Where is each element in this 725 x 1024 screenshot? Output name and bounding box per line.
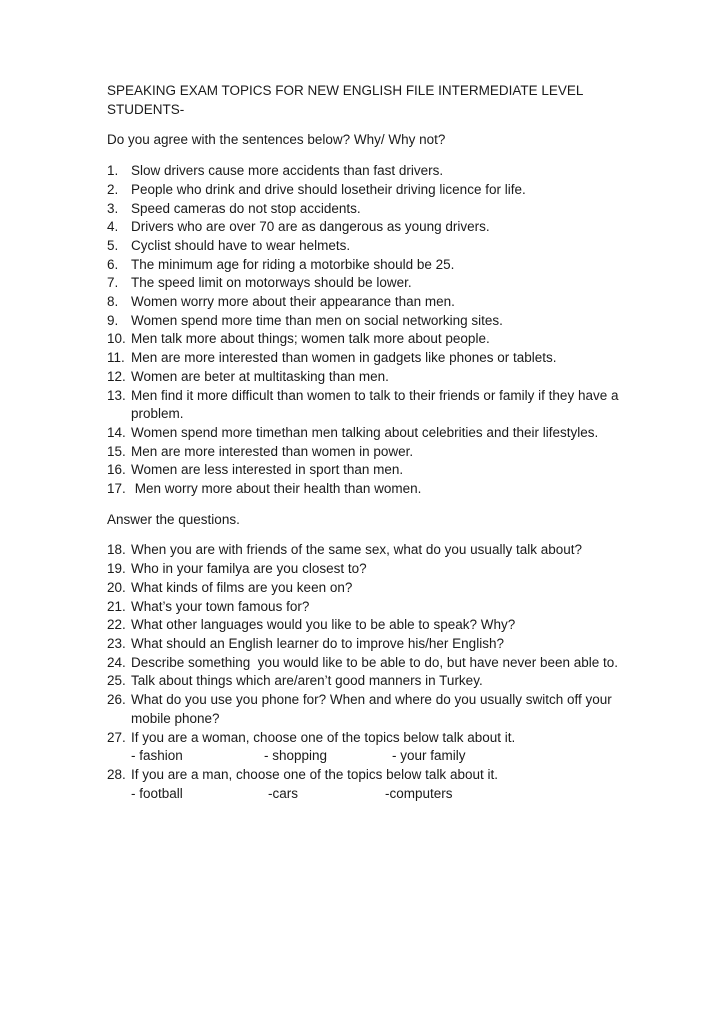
list-item-text: If you are a woman, choose one of the topics below talk about it. — [131, 729, 516, 745]
list-item-text: Men are more interested than women in gadgets like phones or tablets. — [131, 350, 557, 366]
list-item-number: 23. — [107, 635, 126, 651]
list-item-text: Talk about things which are/aren’t good manners in Turkey. — [131, 673, 483, 689]
list-item-text: Men find it more difficult than women to talk to their friends or family if they have a problem. — [131, 387, 623, 422]
list-item — [107, 579, 635, 598]
list-item-number: 22. — [107, 617, 126, 633]
list-item-text: Women worry more about their appearance than men. — [131, 294, 455, 310]
list-item — [107, 691, 635, 728]
topic-option: - shopping — [264, 748, 328, 764]
list-item — [107, 424, 635, 443]
list-item-text: When you are with friends of the same sex, what do you usually talk about? — [131, 542, 582, 558]
list-item-text: The minimum age for riding a motorbike should be 25. — [131, 256, 455, 272]
list-item — [107, 541, 635, 560]
list-item-text: Men talk more about things; women talk more about people. — [131, 331, 490, 347]
topic-option: - fashion — [131, 748, 183, 764]
list-item-number: 7. — [107, 275, 119, 291]
list-item-number: 2. — [107, 181, 119, 197]
list-item-text: Describe something you would like to be able to do, but have never been able to. — [131, 654, 619, 670]
list-item-number: 21. — [107, 598, 126, 614]
list-item-text: What other languages would you like to be able to speak? Why? — [131, 617, 516, 633]
topic-options-row-woman — [131, 747, 635, 766]
list-item-number: 9. — [107, 312, 119, 328]
list-item — [107, 654, 635, 673]
list-item-number: 12. — [107, 368, 126, 384]
list-item — [107, 293, 635, 312]
list-item-text: Men worry more about their health than women. — [131, 481, 422, 497]
list-item-text: People who drink and drive should losetheir driving licence for life. — [131, 181, 526, 197]
list-item — [107, 330, 635, 349]
list-item-number: 6. — [107, 256, 119, 272]
topic-option: -cars — [268, 785, 298, 801]
agree-statements-list — [107, 162, 635, 499]
list-item-text: Slow drivers cause more accidents than fast drivers. — [131, 163, 444, 179]
list-item — [107, 672, 635, 691]
list-item-text: Speed cameras do not stop accidents. — [131, 200, 361, 216]
list-item-number: 13. — [107, 387, 126, 403]
list-item — [107, 443, 635, 462]
list-item-text: The speed limit on motorways should be lower. — [131, 275, 412, 291]
list-item — [107, 368, 635, 387]
list-item-number: 11. — [107, 350, 125, 366]
list-item — [107, 274, 635, 293]
list-item-number: 28. — [107, 766, 126, 782]
list-item-text: Women are beter at multitasking than men. — [131, 368, 389, 384]
list-item-text: What should an English learner do to improve his/her English? — [131, 635, 504, 651]
list-item — [107, 635, 635, 654]
list-item — [107, 349, 635, 368]
topic-option: -computers — [385, 785, 453, 801]
list-item-number: 26. — [107, 692, 126, 708]
topic-options-row-man — [131, 785, 635, 804]
section-heading: Answer the questions. — [107, 511, 240, 527]
list-item-number: 25. — [107, 673, 126, 689]
list-item-number: 20. — [107, 579, 126, 595]
list-item — [107, 218, 635, 237]
list-item-number: 8. — [107, 294, 119, 310]
list-item — [107, 598, 635, 617]
list-item — [107, 256, 635, 275]
list-item — [107, 461, 635, 480]
list-item-text: Women spend more time than men on social networking sites. — [131, 312, 503, 328]
list-item-text: If you are a man, choose one of the topics below talk about it. — [131, 766, 498, 782]
list-item — [107, 312, 635, 331]
page-title: SPEAKING EXAM TOPICS FOR NEW ENGLISH FILE INTERMEDIATE LEVEL STUDENTS- — [107, 83, 587, 117]
list-item-text: What kinds of films are you keen on? — [131, 579, 353, 595]
list-item — [107, 766, 635, 785]
list-item-number: 27. — [107, 729, 126, 745]
list-item — [107, 480, 635, 499]
list-item-number: 5. — [107, 237, 119, 253]
list-item — [107, 729, 635, 748]
list-item-number: 14. — [107, 424, 126, 440]
list-item-number: 19. — [107, 561, 126, 577]
list-item-text: Who in your familya are you closest to? — [131, 561, 367, 577]
list-item-text: Cyclist should have to wear helmets. — [131, 237, 351, 253]
list-item-number: 3. — [107, 200, 119, 216]
questions-list — [107, 541, 635, 803]
list-item-number: 15. — [107, 443, 126, 459]
list-item — [107, 237, 635, 256]
list-item-number: 4. — [107, 219, 119, 235]
list-item — [107, 560, 635, 579]
list-item-number: 1. — [107, 163, 119, 179]
list-item-text: Women spend more timethan men talking about celebrities and their lifestyles. — [131, 424, 599, 440]
list-item-text: What do you use you phone for? When and where do you usually switch off your mobile phone? — [131, 692, 616, 726]
list-item-text: Men are more interested than women in power. — [131, 443, 414, 459]
list-item-number: 10. — [107, 331, 126, 347]
list-item — [107, 162, 635, 181]
list-item-text: What’s your town famous for? — [131, 598, 310, 614]
list-item-text: Drivers who are over 70 are as dangerous as young drivers. — [131, 219, 490, 235]
list-item-text: Women are less interested in sport than men. — [131, 462, 404, 478]
list-item-number: 18. — [107, 542, 126, 558]
list-item-number: 16. — [107, 462, 126, 478]
list-item — [107, 181, 635, 200]
list-item — [107, 200, 635, 219]
topic-option: - football — [131, 785, 183, 801]
list-item-number: 17. — [107, 481, 126, 497]
intro-text: Do you agree with the sentences below? Why/ Why not? — [107, 132, 446, 148]
list-item — [107, 387, 635, 424]
list-item — [107, 616, 635, 635]
list-item-number: 24. — [107, 654, 126, 670]
topic-option: - your family — [392, 748, 466, 764]
